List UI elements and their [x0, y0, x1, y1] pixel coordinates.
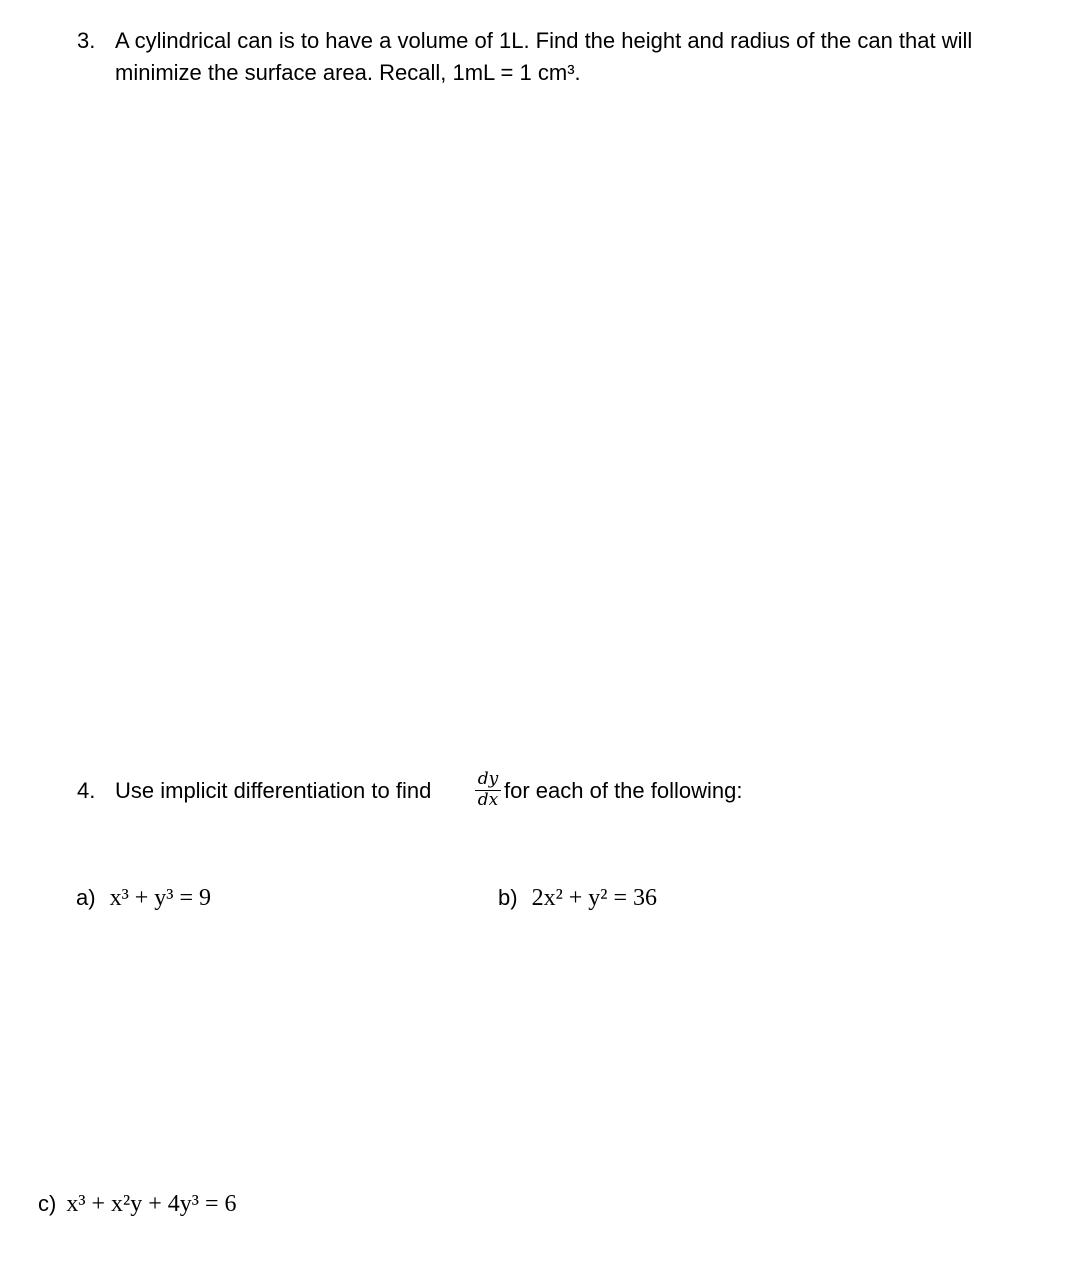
problem-4-number: 4.	[77, 778, 96, 803]
part-c-label: c)	[38, 1191, 57, 1216]
fraction-numerator: dy	[475, 770, 501, 791]
part-a	[76, 882, 211, 914]
problem-3-text	[115, 25, 1037, 89]
problem-3	[77, 25, 1037, 89]
part-a-label: a)	[76, 885, 96, 910]
problem-3-line-2: minimize the surface area. Recall, 1mL = 1 cm³.	[115, 60, 581, 85]
part-b-equation: 2x² + y² = 36	[531, 885, 658, 911]
part-a-equation: x³ + y³ = 9	[109, 885, 212, 911]
part-c	[38, 1188, 237, 1220]
part-b	[498, 882, 657, 914]
part-c-equation: x³ + x²y + 4y³ = 6	[66, 1191, 237, 1217]
problem-4-text-after: for each of the following:	[504, 778, 743, 803]
dy-dx-fraction	[475, 770, 501, 810]
problem-4	[77, 770, 977, 820]
problem-4-text-before: Use implicit differentiation to find	[115, 778, 432, 803]
part-b-label: b)	[498, 885, 518, 910]
problem-3-line-1: A cylindrical can is to have a volume of 1L. Find the height and radius of the can that will	[115, 28, 973, 53]
fraction-denominator: dx	[477, 790, 499, 810]
problem-3-number: 3.	[77, 28, 96, 53]
